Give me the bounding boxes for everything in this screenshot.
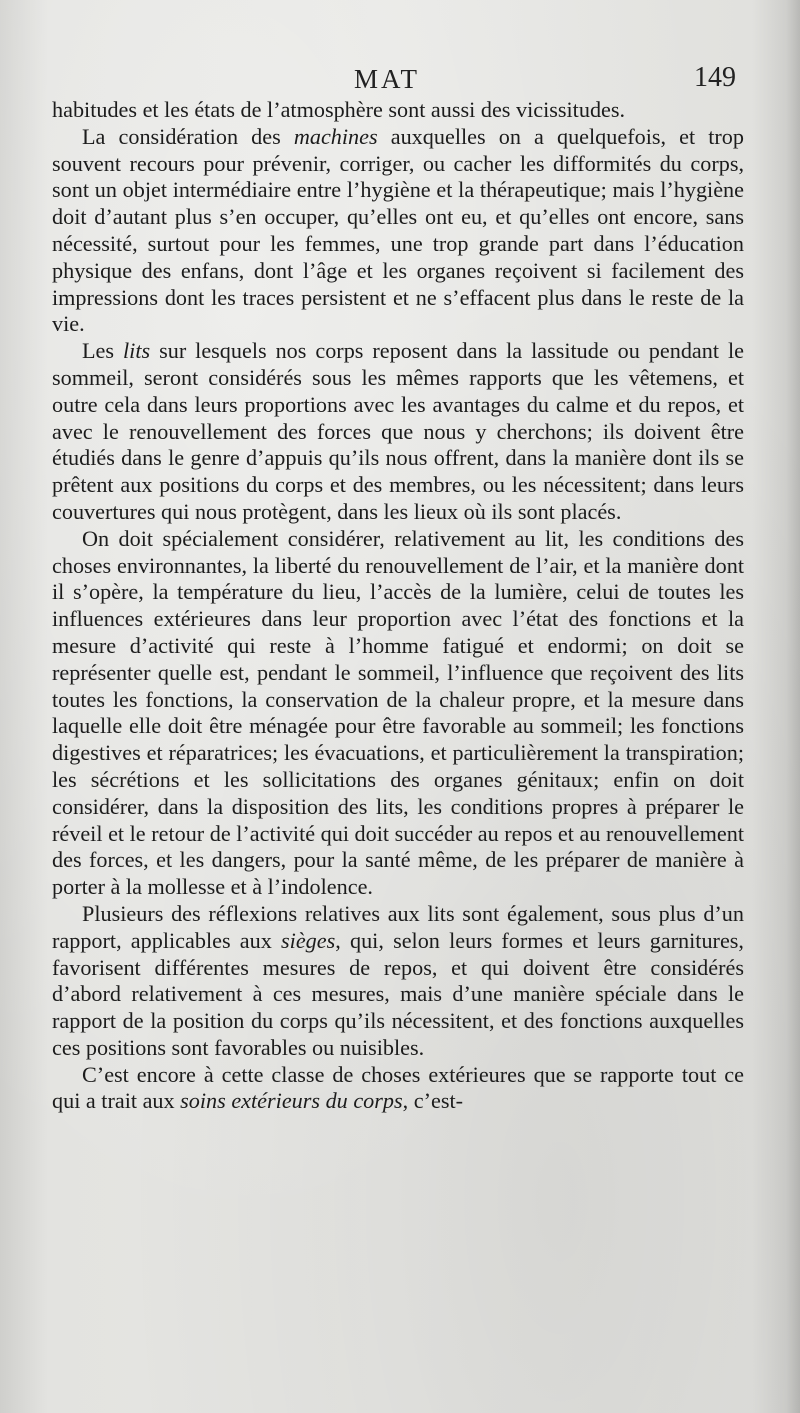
paragraph-6 <box>52 1062 744 1116</box>
paragraph-1 <box>52 97 744 124</box>
paragraph-4 <box>52 526 744 901</box>
text-segment: , qui, selon leurs formes et leurs garnitures, favorisent différentes mesures de repos, et qui doivent être considérés d’abord relativement à ces mesures, mais d’une manière spéciale dans le rapport de la position du corps qu’ils nécessitent, et des fonctions auxquelles ces positions sont favorables ou nuisibles. <box>52 927 744 1060</box>
paragraph-2 <box>52 124 744 338</box>
page-header <box>52 62 742 96</box>
italic-term-lits: lits <box>123 338 151 364</box>
text-segment: , c’est- <box>402 1088 464 1114</box>
page-edge-shadow <box>786 0 800 1413</box>
running-head: MAT <box>354 64 421 94</box>
paragraph-5 <box>52 901 744 1062</box>
text-segment: Plusieurs des réflexions relatives aux lits sont également, sous plus d’un rapport, applicables aux <box>52 900 744 953</box>
body-text <box>52 97 744 1115</box>
text-segment: On doit spécialement considérer, relativement au lit, les conditions des choses environnantes, la liberté du renouvellement de l’air, et la manière dont il s’opère, la température du lieu, l’accès de la lumière, celui de toutes les influences extérieures dans leur proportion avec l’état des fonctions et la mesure d’activité qui reste à l’homme fatigué et endormi; on doit se représenter quelle est, pendant le sommeil, l’influence que reçoivent des lits toutes les fonctions, la conservation de la chaleur propre, et la mesure dans laquelle elle doit être ménagée pour être favorable au sommeil; les fonctions digestives et réparatrices; les évacuations, et particulièrement la transpiration; les sécrétions et les sollicitations des organes génitaux; enfin on doit considérer, dans la disposition des lits, les conditions propres à préparer le réveil et le retour de l’activité qui doit succéder au repos et au renouvellement des forces, et les dangers, pour la santé même, de les préparer de manière à porter à la mollesse et à l’indolence. <box>52 525 744 900</box>
text-segment: La considération des <box>82 123 294 149</box>
text-segment: habitudes et les états de l’atmosphère sont aussi des vicissitudes. <box>52 97 626 122</box>
text-segment: auxquelles on a quelquefois, et trop souvent recours pour prévenir, corriger, ou cacher les difformités du corps, sont un objet intermédiaire entre l’hygiène et la thérapeutique; mais l’hygiène doit d’autant plus s’en occuper, qu’elles ont eu, et qu’elles ont encore, sans nécessité, surtout pour les femmes, une trop grande part dans l’éducation physique des enfans, dont l’âge et les organes reçoivent si facilement des impressions dont les traces persistent et ne s’effacent plus dans le reste de la vie. <box>52 123 744 337</box>
text-segment: C’est encore à cette classe de choses extérieures que se rapporte tout ce qui a trait aux <box>52 1061 744 1114</box>
italic-term-machines: machines <box>293 123 378 149</box>
italic-term-soins-exterieurs: soins extérieurs du corps <box>180 1088 403 1114</box>
text-segment: sur lesquels nos corps reposent dans la lassitude ou pendant le sommeil, seront considérés sous les mêmes rapports que les vêtemens, et outre cela dans leurs proportions avec les avantages du calme et du repos, et avec le renouvellement des forces que nous y cherchons; ils doivent être étudiés dans le genre d’appuis qu’ils nous offrent, dans la manière dont ils se prêtent aux positions du corps et des membres, ou les nécessitent; dans leurs couvertures qui nous protègent, dans les lieux où ils sont placés. <box>52 338 745 524</box>
text-segment: Les <box>82 338 123 364</box>
italic-term-sieges: sièges <box>281 927 336 953</box>
paragraph-3 <box>52 338 744 526</box>
page-number: 149 <box>694 62 736 93</box>
